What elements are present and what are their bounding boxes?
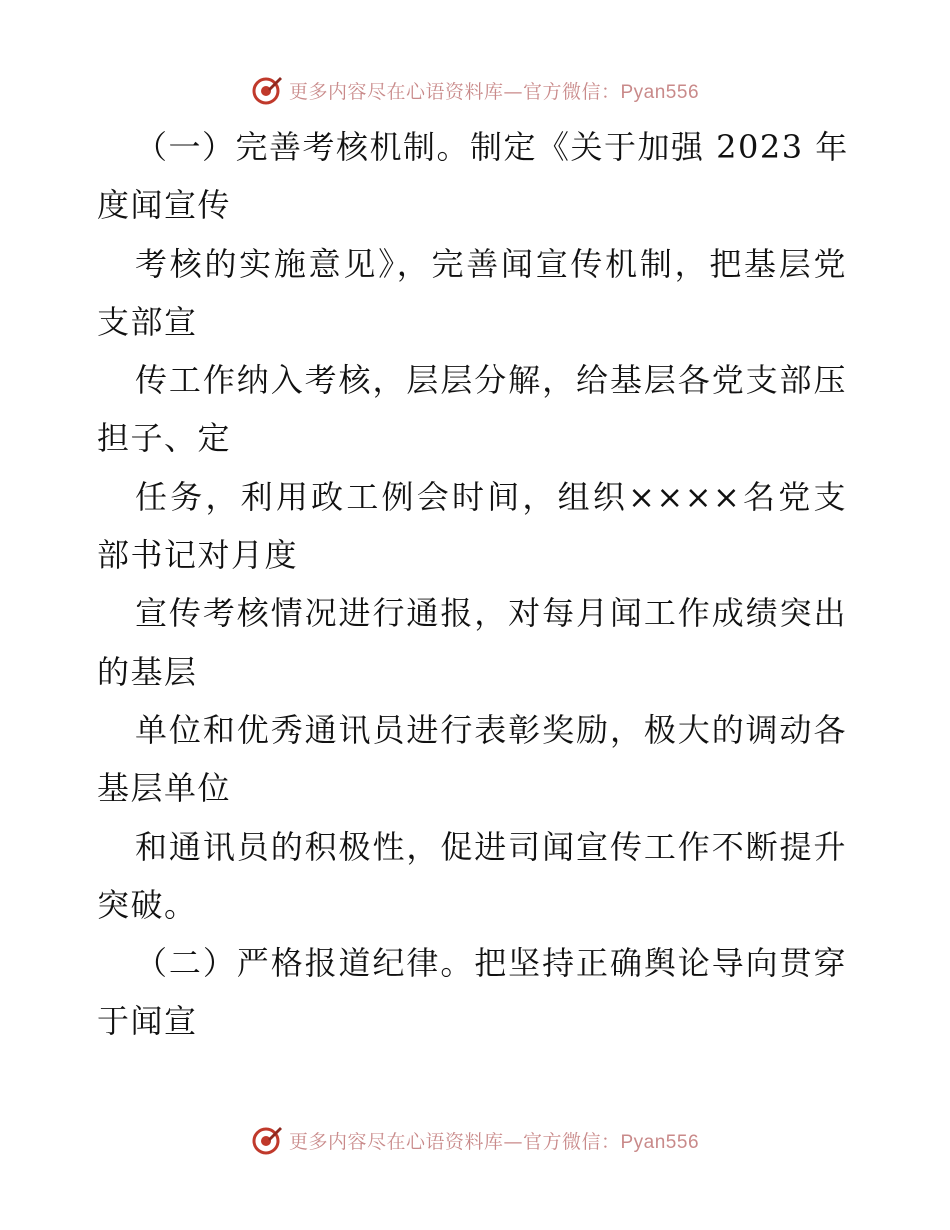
brush-logo-icon (251, 74, 283, 106)
text-line: （一）完善考核机制。制定《关于加强 2023 年 (135, 128, 849, 166)
text-line: 支部宣 (97, 302, 198, 341)
document-body (97, 118, 857, 1051)
text-line: 考核的实施意见》，完善闻宣传机制，把基层党 (135, 244, 847, 283)
text-line: 基层单位 (97, 769, 232, 808)
text-line: 突破。 (97, 885, 198, 924)
text-line: 部书记对月度 (97, 536, 299, 575)
text-line: 于闻宣 (97, 1002, 198, 1041)
header-watermark (0, 70, 950, 110)
text-line: 任务，利用政工例会时间，组织××××名党支 (135, 477, 847, 516)
watermark-text: 更多内容尽在心语资料库—官方微信：Pyan556 (288, 1130, 700, 1153)
text-line: 和通讯员的积极性，促进司闻宣传工作不断提升 (135, 827, 847, 866)
text-line: 度闻宣传 (97, 186, 232, 225)
watermark-text: 更多内容尽在心语资料库—官方微信：Pyan556 (288, 80, 700, 103)
footer-watermark (0, 1120, 950, 1160)
text-line: 宣传考核情况进行通报，对每月闻工作成绩突出 (135, 594, 847, 633)
text-line: （二）严格报道纪律。把坚持正确舆论导向贯穿 (135, 944, 847, 983)
text-line: 的基层 (97, 652, 198, 691)
brush-logo-icon (251, 1124, 283, 1156)
text-line: 传工作纳入考核，层层分解，给基层各党支部压 (135, 361, 847, 400)
text-line: 担子、定 (97, 419, 232, 458)
text-line: 单位和优秀通讯员进行表彰奖励，极大的调动各 (135, 710, 847, 749)
